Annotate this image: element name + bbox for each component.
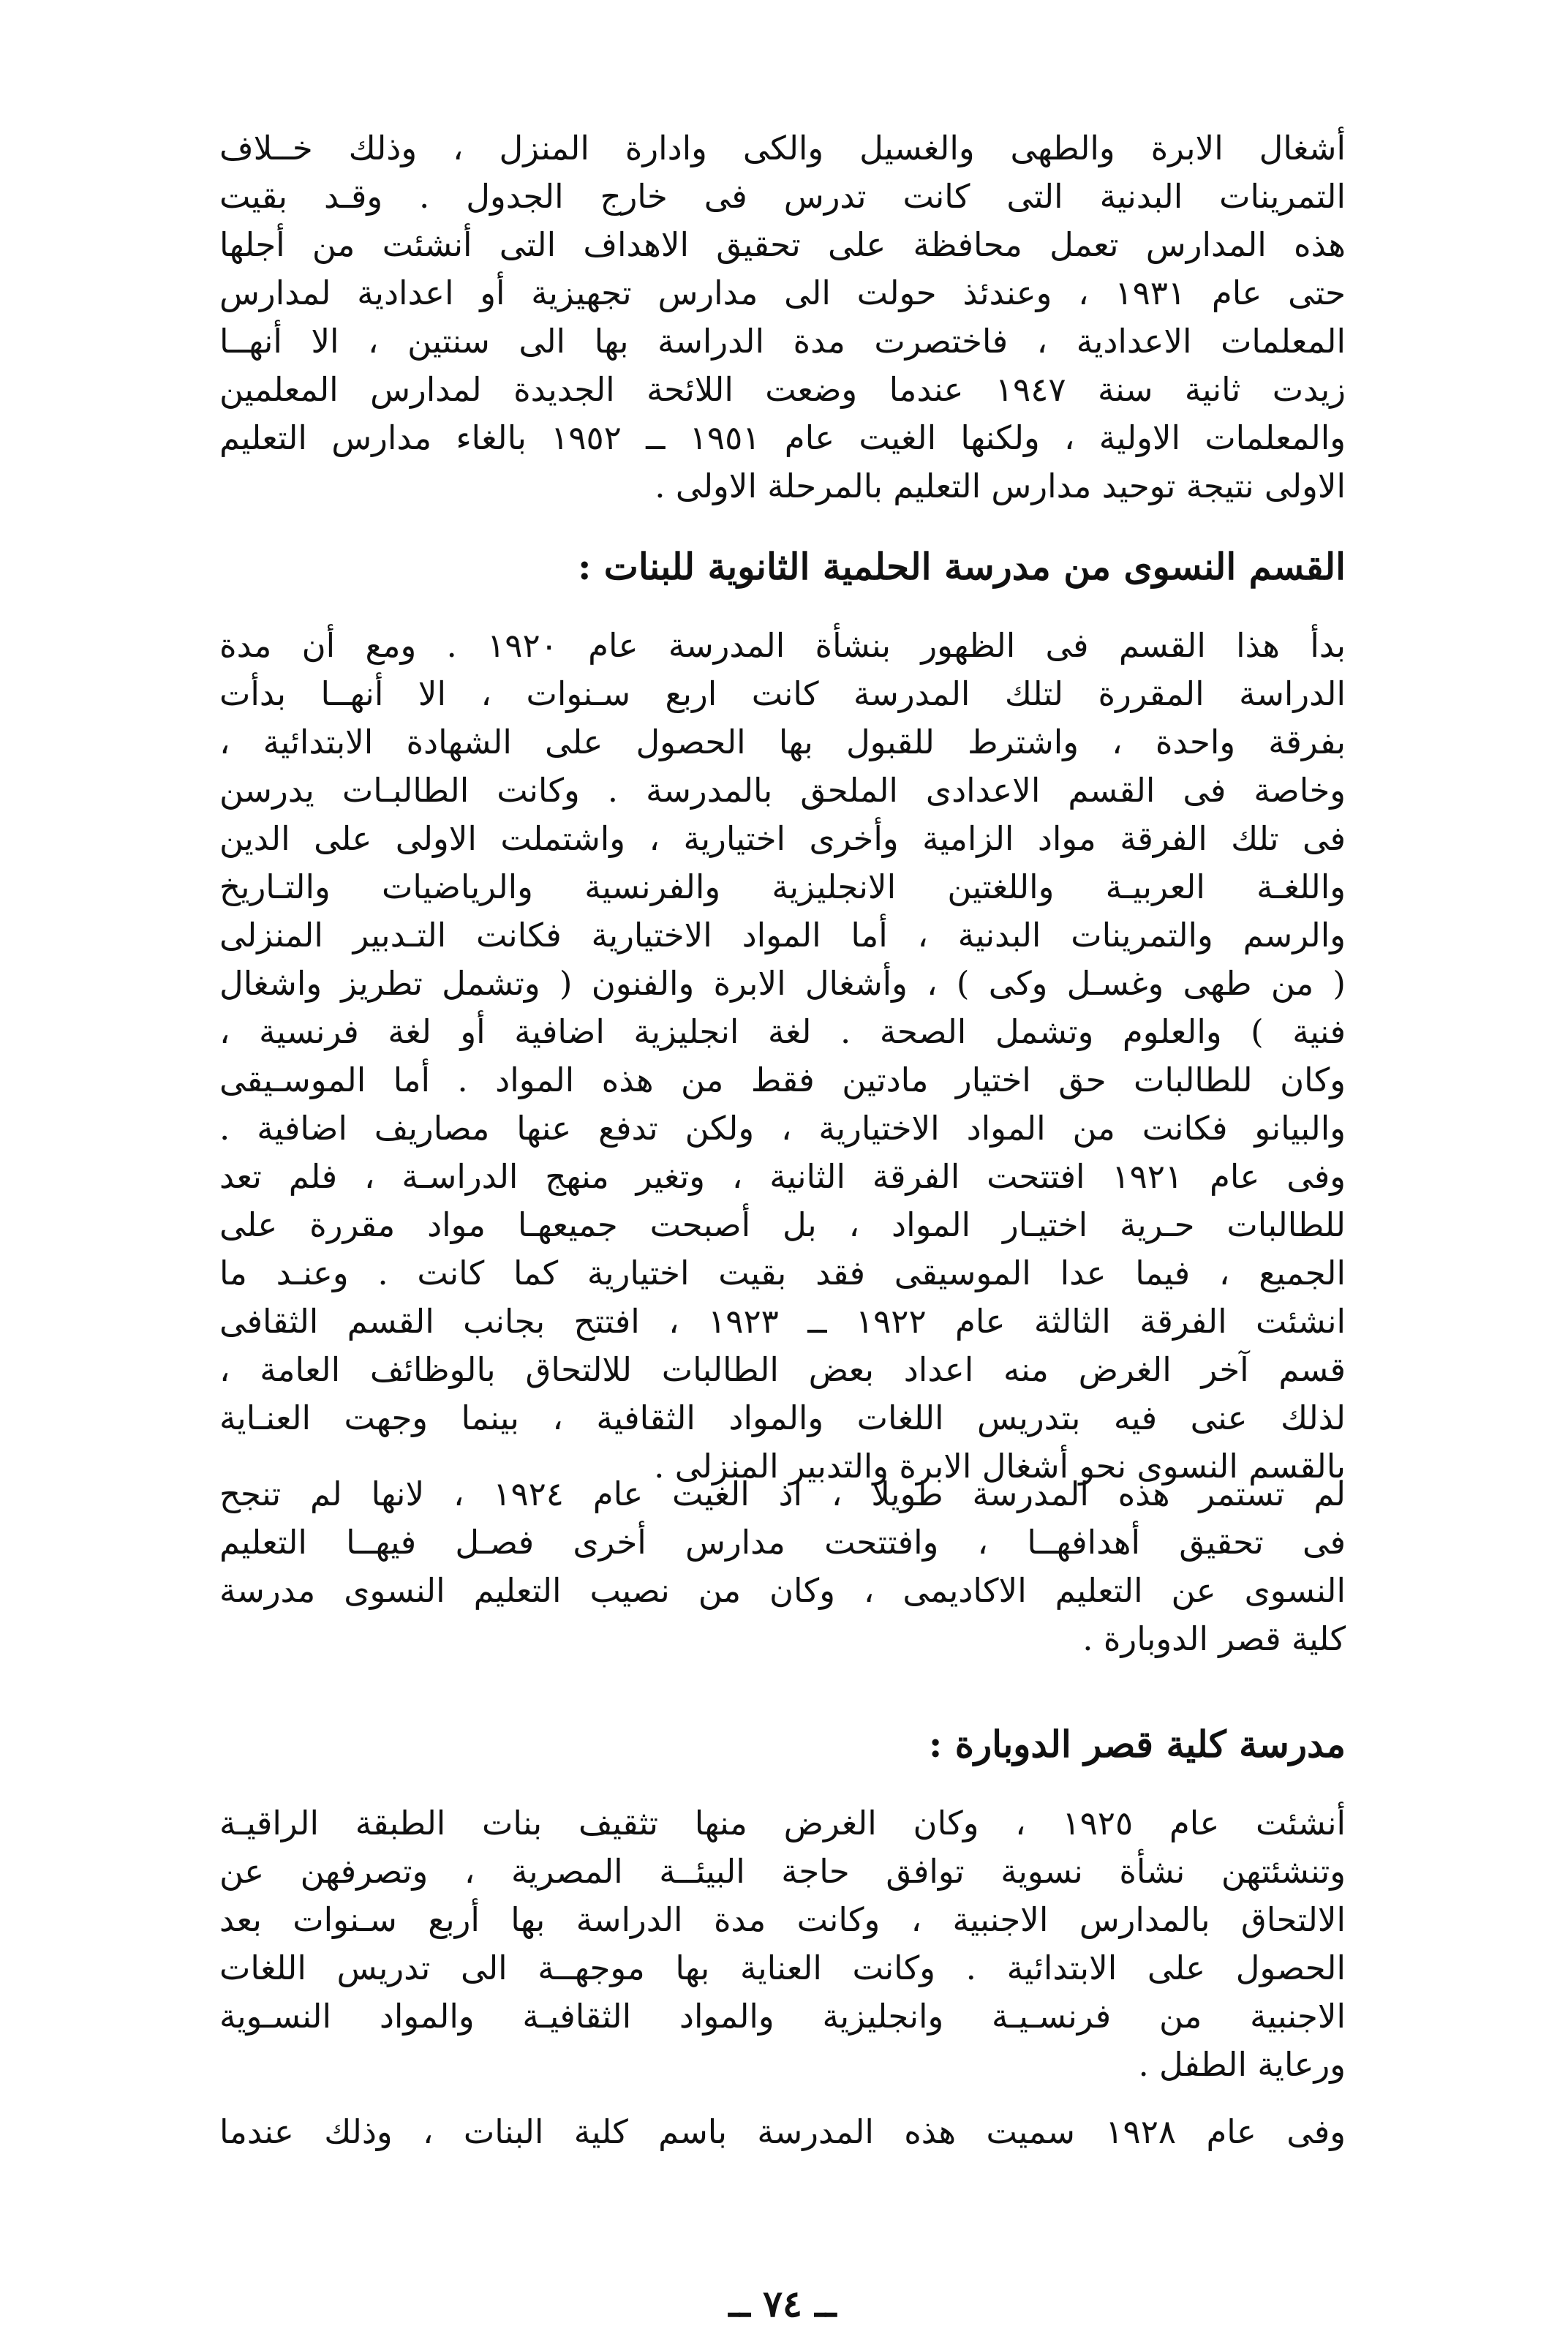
paragraph-line: هذه المدارس تعمل محافظة على تحقيق الاهداف التى أنشئت من أجلها [219,225,1346,264]
paragraph-line: وفى عام ١٩٢١ افتتحت الفرقة الثانية ، وتغير منهج الدراسـة ، فلم تعد [219,1157,1346,1196]
paragraph-line: واللغـة العربيـة واللغتين الانجليزية والفرنسية والرياضيات والتـاريخ [219,867,1346,906]
paragraph-line: والبيانو فكانت من المواد الاختيارية ، ولكن تدفع عنها مصاريف اضافية . [219,1109,1346,1148]
paragraph-line: ورعاية الطفل . [1138,2045,1346,2084]
section-heading-helmeya: القسم النسوى من مدرسة الحلمية الثانوية للبنات : [577,545,1346,588]
paragraph-line: حتى عام ١٩٣١ ، وعندئذ حولت الى مدارس تجهيزية أو اعدادية لمدارس [219,274,1346,312]
paragraph-line: وفى عام ١٩٢٨ سميت هذه المدرسة باسم كلية البنات ، وذلك عندما [219,2112,1346,2151]
paragraph-1 [219,124,1346,511]
paragraph-line: وكان للطالبات حق اختيار مادتين فقط من هذه المواد . أما الموسـيقى [219,1061,1346,1099]
paragraph-line: زيدت ثانية سنة ١٩٤٧ عندما وضعت اللائحة الجديدة لمدارس المعلمين [219,370,1346,409]
paragraph-line: الجميع ، فيما عدا الموسيقى فقد بقيت اختيارية كما كانت . وعنـد ما [219,1254,1346,1292]
paragraph-5 [219,2108,1346,2156]
section-heading-qasr-el-dobara: مدرسة كلية قصر الدوبارة : [928,1723,1346,1766]
paragraph-line: فى تلك الفرقة مواد الزامية وأخرى اختيارية ، واشتملت الاولى على الدين [219,819,1346,858]
paragraph-line: بدأ هذا القسم فى الظهور بنشأة المدرسة عام ١٩٢٠ . ومع أن مدة [219,626,1346,665]
paragraph-line: أنشئت عام ١٩٢٥ ، وكان الغرض منها تثقيف بنات الطبقة الراقيـة [219,1804,1346,1842]
paragraph-line: المعلمات الاعدادية ، فاختصرت مدة الدراسة بها الى سنتين ، الا أنهــا [219,322,1346,361]
paragraph-line: الاولى نتيجة توحيد مدارس التعليم بالمرحلة الاولى . [655,467,1346,505]
paragraph-3 [219,1470,1346,1663]
paragraph-line: بفرقة واحدة ، واشترط للقبول بها الحصول على الشهادة الابتدائية ، [219,723,1346,761]
paragraph-line: وخاصة فى القسم الاعدادى الملحق بالمدرسة . وكانت الطالبـات يدرسن [219,771,1346,810]
paragraph-line: الاجنبية من فرنسـيـة وانجليزية والمواد الثقافيـة والمواد النسـوية [219,1997,1346,2036]
paragraph-line: انشئت الفرقة الثالثة عام ١٩٢٢ ــ ١٩٢٣ ، افتتح بجانب القسم الثقافى [219,1302,1346,1341]
paragraph-line: التمرينات البدنية التى كانت تدرس فى خارج الجدول . وقـد بقيت [219,177,1346,216]
paragraph-line: لذلك عنى فيه بتدريس اللغات والمواد الثقافية ، بينما وجهت العنـاية [219,1399,1346,1437]
paragraph-4 [219,1799,1346,2089]
paragraph-line: كلية قصر الدوبارة . [1082,1619,1346,1658]
paragraph-2 [219,622,1346,1491]
paragraph-line: للطالبات حـرية اختيـار المواد ، بل أصبحت جميعهـا مواد مقررة على [219,1205,1346,1244]
paragraph-line: بالقسم النسوى نحو أشغال الابرة والتدبير المنزلى . [654,1447,1346,1486]
paragraph-line: الحصول على الابتدائية . وكانت العناية بها موجهــة الى تدريس اللغات [219,1949,1346,1987]
paragraph-line: ( من طهى وغسـل وكى ) ، وأشغال الابرة والفنون ( وتشمل تطريز واشغال [219,964,1346,1003]
paragraph-line: لم تستمر هذه المدرسة طويلا ، اذ الغيت عام ١٩٢٤ ، لانها لم تنجح [219,1475,1346,1513]
paragraph-line: النسوى عن التعليم الاكاديمى ، وكان من نصيب التعليم النسوى مدرسة [219,1571,1346,1610]
paragraph-line: وتنشئتهن نشأة نسوية توافق حاجة البيئــة المصرية ، وتصرفهن عن [219,1852,1346,1891]
page-number: ــ ٧٤ ــ [728,2282,837,2325]
paragraph-line: قسم آخر الغرض منه اعداد بعض الطالبات للالتحاق بالوظائف العامة ، [219,1350,1346,1389]
paragraph-line: فنية ) والعلوم وتشمل الصحة . لغة انجليزية اضافية أو لغة فرنسية ، [219,1012,1346,1051]
paragraph-line: الدراسة المقررة لتلك المدرسة كانت اربع سـنوات ، الا أنهــا بدأت [219,674,1346,713]
paragraph-line: فى تحقيق أهدافهــا ، وافتتحت مدارس أخرى فصـل فيهــا التعليم [219,1523,1346,1562]
paragraph-line: أشغال الابرة والطهى والغسيل والكى وادارة المنزل ، وذلك خــلاف [219,129,1346,168]
paragraph-line: الالتحاق بالمدارس الاجنبية ، وكانت مدة الدراسة بها أربع سـنوات بعد [219,1900,1346,1939]
paragraph-line: والمعلمات الاولية ، ولكنها الغيت عام ١٩٥١ ــ ١٩٥٢ بالغاء مدارس التعليم [219,418,1346,457]
paragraph-line: والرسم والتمرينات البدنية ، أما المواد الاختيارية فكانت التـدبير المنزلى [219,916,1346,955]
document-page [219,124,1346,2325]
